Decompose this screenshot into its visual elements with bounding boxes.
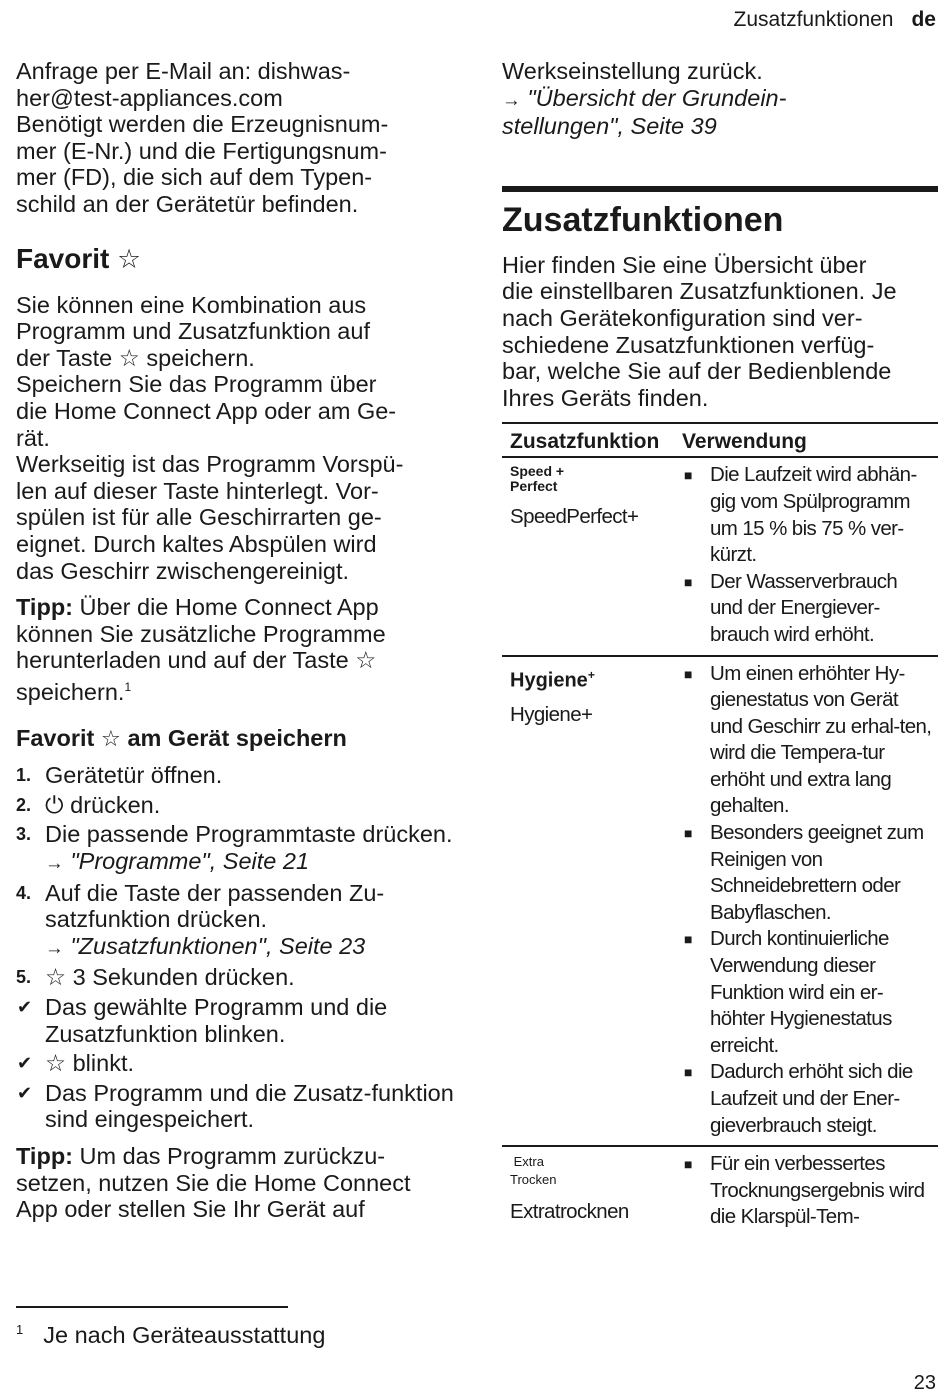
- text-line: [16, 1143, 456, 1170]
- icon-text: +: [555, 463, 565, 480]
- result-text: Das Programm und die Zusatz-funktion sind eingespeichert.: [45, 1079, 454, 1133]
- text-line: Hier finden Sie eine Übersicht über: [502, 251, 867, 278]
- step-item: [16, 964, 456, 991]
- checkmark-icon: ✔: [17, 1082, 33, 1103]
- intro-paragraph: [16, 58, 456, 218]
- step-text: 3 Sekunden drücken.: [72, 964, 295, 991]
- icon-text: +: [587, 667, 595, 682]
- step-text: Auf die Taste der passenden Zu-satzfunktion drücken.: [45, 879, 385, 933]
- list-item: ■ Die Laufzeit wird abhän-gig vom Spülprogramm um 15 % bis 75 % ver-kürzt.: [682, 462, 934, 568]
- text-line: Werkseitig ist das Programm Vorspü-: [16, 451, 404, 478]
- result-item: [16, 1050, 456, 1077]
- icon-text: Trocken: [510, 1172, 557, 1188]
- favorit-description: [16, 292, 456, 585]
- text-part: der Taste: [16, 344, 113, 371]
- text-part: speichern.: [16, 678, 125, 705]
- step-number: 4.: [16, 882, 32, 903]
- tip-label: Tipp:: [16, 1143, 73, 1170]
- result-text: blinkt.: [72, 1050, 134, 1077]
- footnote-text: Je nach Geräteausstattung: [43, 1322, 326, 1348]
- step-item: [16, 792, 456, 819]
- text-part: Über die Home Connect App: [79, 594, 379, 621]
- text-line: eignet. Durch kaltes Abspülen wird: [16, 530, 377, 557]
- text-line: nach Gerätekonfiguration sind ver-: [502, 304, 863, 331]
- text-line: setzen, nutzen Sie die Home Connect: [16, 1169, 411, 1196]
- running-header: [734, 8, 936, 32]
- function-cell: [502, 457, 674, 655]
- table-row: [502, 1146, 938, 1237]
- checkmark-icon: ✔: [17, 1053, 33, 1074]
- step-number: 3.: [16, 824, 32, 845]
- xref-text: "Zusatzfunktionen", Seite 23: [70, 932, 366, 959]
- list-item: ■ Der Wasserverbrauch und der Energiever-brauch wird erhöht.: [682, 569, 934, 649]
- cross-reference: [45, 933, 456, 962]
- functions-table: [502, 422, 938, 1237]
- extra-dry-icon: [510, 1153, 670, 1189]
- cross-reference: [502, 85, 938, 114]
- left-column: [16, 58, 456, 1223]
- arrow-icon: →: [45, 852, 64, 874]
- step-text: Gerätetür öffnen.: [45, 762, 223, 789]
- step-item: [16, 880, 456, 962]
- result-item: [16, 1080, 456, 1133]
- table-header-row: [502, 423, 938, 457]
- hygiene-icon: [510, 663, 670, 693]
- bullet-list: [682, 1151, 934, 1231]
- star-icon: ☆: [355, 647, 377, 674]
- arrow-icon: →: [45, 936, 64, 958]
- section-rule: [502, 186, 938, 192]
- result-item: [16, 994, 456, 1047]
- tip-label: Tipp:: [16, 594, 73, 621]
- icon-text: Extra: [513, 1154, 544, 1170]
- text-line: Werkseinstellung zurück.: [502, 58, 763, 84]
- list-item: ■ Dadurch erhöht sich die Laufzeit und der Ener-gieverbrauch steigt.: [682, 1059, 934, 1139]
- usage-cell: [674, 656, 938, 1147]
- favorit-save-heading: [16, 723, 456, 754]
- step-text: Die passende Programmtaste drücken.: [45, 821, 453, 848]
- text-line: [16, 594, 456, 621]
- text-line: [16, 674, 456, 705]
- table-row: [502, 457, 938, 655]
- footnote: [16, 1322, 325, 1349]
- step-list: [16, 762, 456, 1133]
- text-part: speichern.: [146, 344, 255, 371]
- header-language: de: [911, 8, 936, 31]
- heading-text: Favorit: [16, 725, 95, 752]
- text-line: mer (FD), die sich auf dem Typen-: [16, 164, 373, 191]
- text-line: können Sie zusätzliche Programme: [16, 620, 386, 647]
- power-icon: ⏻: [45, 791, 64, 818]
- text-line: [16, 345, 456, 372]
- text-line: Programm und Zusatzfunktion auf: [16, 318, 370, 345]
- usage-cell: [674, 1146, 938, 1237]
- list-item: ■ Besonders geeignet zum Reinigen von Schneidebrettern oder Babyflaschen.: [682, 820, 934, 926]
- text-line: [16, 647, 456, 674]
- text-line: schiedene Zusatzfunktionen verfüg-: [502, 331, 875, 358]
- footnote-number: 1: [16, 1322, 24, 1337]
- star-icon: ☆: [100, 726, 121, 752]
- column-header: Zusatzfunktion: [502, 423, 674, 457]
- step-number: 5.: [16, 967, 32, 988]
- text-line: Speichern Sie das Programm über: [16, 371, 377, 398]
- text-line: Ihres Geräts finden.: [502, 384, 709, 411]
- text-line: Anfrage per E-Mail an: dishwas-: [16, 58, 351, 84]
- tip-reset: [16, 1143, 456, 1223]
- footnote-ref: 1: [124, 679, 132, 694]
- xref-text: "Programme", Seite 21: [70, 848, 310, 875]
- text-line: len auf dieser Taste hinterlegt. Vor-: [16, 477, 379, 504]
- heading-text: Favorit: [16, 242, 110, 274]
- icon-text: Hygiene: [510, 669, 588, 692]
- text-part: Um das Programm zurückzu-: [79, 1143, 386, 1170]
- function-name: SpeedPerfect+: [510, 505, 639, 529]
- star-icon: ☆: [45, 964, 67, 991]
- page-number: 23: [913, 1372, 936, 1394]
- text-line: spülen ist für alle Geschirrarten ge-: [16, 504, 382, 531]
- step-number: 2.: [16, 794, 32, 815]
- list-item: ■ Für ein verbessertes Trocknungsergebnis wird die Klarspül-Tem-: [682, 1151, 934, 1231]
- xref-text: "Übersicht der Grundein-: [527, 84, 787, 111]
- cross-reference-cont: stellungen", Seite 39: [502, 113, 717, 140]
- step-number: 1.: [16, 765, 32, 786]
- bullet-list: [682, 462, 934, 648]
- cross-reference: [45, 848, 456, 877]
- step-text: drücken.: [70, 791, 161, 818]
- section-intro: [502, 252, 938, 412]
- function-cell: [502, 1146, 674, 1237]
- text-line: Benötigt werden die Erzeugnisnum-: [16, 111, 389, 138]
- list-item: ■ Um einen erhöhter Hy-gienestatus von Gerät und Geschirr zu erhal-ten, wird die Tempera-tur erhöht und extra lang gehalten.: [682, 661, 934, 821]
- text-line: das Geschirr zwischengereinigt.: [16, 557, 350, 584]
- column-header: Verwendung: [674, 423, 938, 457]
- result-text: Das gewählte Programm und die Zusatzfunktion blinken.: [45, 994, 388, 1047]
- checkmark-icon: ✔: [17, 997, 33, 1018]
- arrow-icon: →: [502, 88, 521, 110]
- function-cell: [502, 656, 674, 1147]
- right-column: [502, 58, 938, 1237]
- heading-text: am Gerät speichern: [127, 725, 347, 752]
- footnote-rule: [16, 1306, 288, 1308]
- step-item: [16, 762, 456, 789]
- table-row: [502, 656, 938, 1147]
- section-heading: Zusatzfunktionen: [502, 200, 784, 239]
- list-item: ■ Durch kontinuierliche Verwendung dieser Funktion wird ein er-höhter Hygienestatus erreicht.: [682, 926, 934, 1059]
- text-part: herunterladen und auf der Taste: [16, 647, 349, 674]
- text-line: Sie können eine Kombination aus: [16, 291, 367, 318]
- text-line: die einstellbaren Zusatzfunktionen. Je: [502, 278, 897, 305]
- header-section: Zusatzfunktionen: [733, 8, 894, 31]
- star-icon: ☆: [117, 243, 141, 274]
- speedperfect-icon: [510, 464, 670, 494]
- text-line: bar, welche Sie auf der Bedienblende: [502, 358, 892, 385]
- star-icon: ☆: [45, 1050, 67, 1077]
- text-line: die Home Connect App oder am Ge-: [16, 397, 397, 424]
- usage-cell: [674, 457, 938, 655]
- text-line: rät.: [16, 424, 50, 451]
- icon-text: Perfect: [510, 478, 558, 495]
- text-line: App oder stellen Sie Ihr Gerät auf: [16, 1196, 365, 1223]
- function-name: Hygiene+: [510, 703, 593, 727]
- star-icon: ☆: [118, 344, 140, 371]
- bullet-list: [682, 661, 934, 1140]
- text-line: mer (E-Nr.) und die Fertigungsnum-: [16, 137, 387, 164]
- step-item: [16, 821, 456, 876]
- email-address: her@test-appliances.com: [16, 84, 283, 111]
- function-name: Extratrocknen: [510, 1200, 629, 1224]
- favorit-heading: [16, 242, 456, 276]
- icon-text: Speed: [510, 463, 553, 480]
- text-line: schild an der Gerätetür befinden.: [16, 190, 359, 217]
- tip-favorit: [16, 594, 456, 705]
